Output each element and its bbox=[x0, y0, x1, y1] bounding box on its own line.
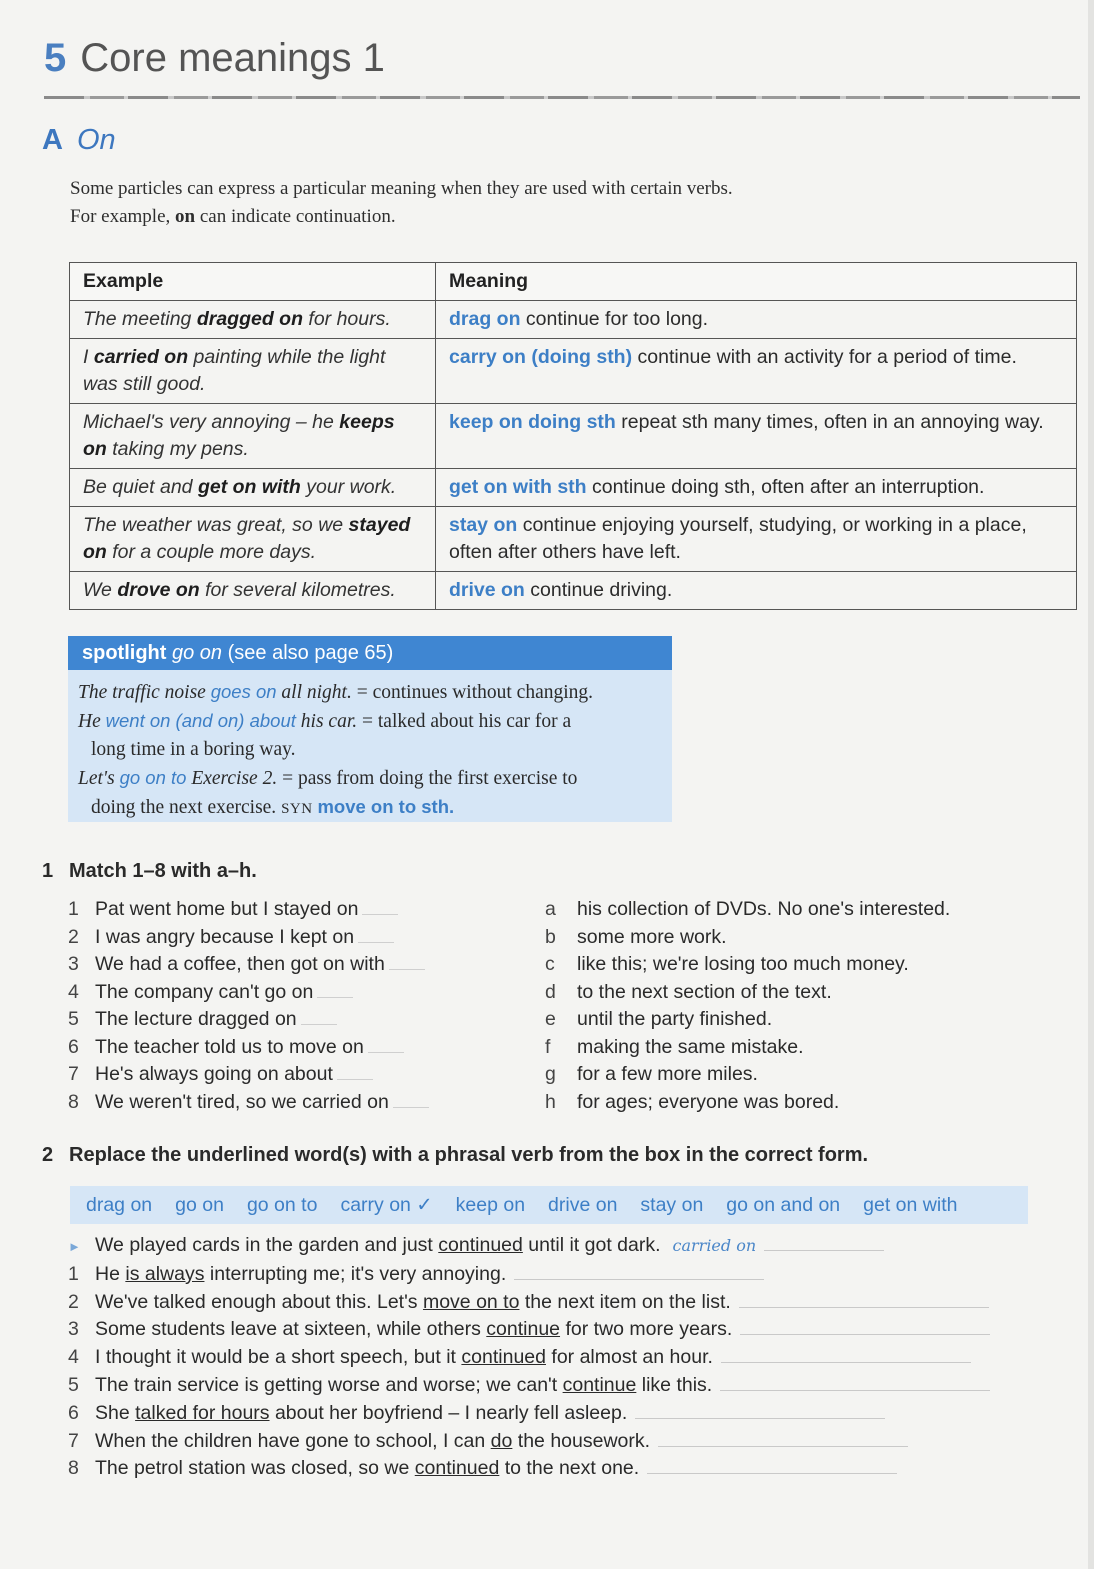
meaning-phrasal-verb: get on with sth bbox=[449, 476, 587, 498]
spotlight-topic: go on bbox=[172, 642, 223, 664]
example-item bbox=[68, 1232, 1068, 1261]
spotlight-body bbox=[68, 670, 672, 823]
word-box-item: go on and on bbox=[726, 1193, 841, 1216]
match-answers-list bbox=[545, 896, 1045, 1116]
answer-text: his collection of DVDs. No one's interested. bbox=[577, 898, 951, 920]
answer-blank[interactable] bbox=[389, 951, 425, 970]
answer-blank[interactable] bbox=[393, 1089, 429, 1108]
list-item bbox=[68, 1400, 1068, 1428]
example-text: Michael's very annoying – he bbox=[83, 411, 340, 433]
s3-b: Exercise 2. bbox=[186, 768, 278, 789]
item-text: We've talked enough about this. Let's bbox=[95, 1290, 423, 1313]
list-item bbox=[68, 1372, 1068, 1400]
example-text: taking my pens. bbox=[106, 438, 249, 460]
underlined-words: move on to bbox=[422, 1290, 520, 1313]
answer-letter: b bbox=[545, 925, 556, 948]
section-letter: A bbox=[42, 124, 63, 156]
item-number: 3 bbox=[68, 953, 79, 975]
answer-text: to the next section of the text. bbox=[577, 980, 832, 1003]
example-text-a: We played cards in the garden and just bbox=[95, 1234, 439, 1256]
exercise-2-title bbox=[42, 1144, 868, 1167]
item-text: The lecture dragged on bbox=[95, 1008, 297, 1030]
unit-title bbox=[44, 36, 385, 81]
meaning-cell bbox=[436, 572, 1077, 610]
table-row bbox=[70, 507, 1077, 572]
list-item bbox=[68, 979, 508, 1007]
list-item bbox=[545, 979, 1045, 1007]
list-item bbox=[545, 1006, 1045, 1034]
example-text: The meeting bbox=[83, 308, 197, 330]
list-item bbox=[545, 924, 1045, 952]
table-row bbox=[70, 301, 1077, 339]
underlined-words: continue bbox=[562, 1373, 637, 1396]
answer-line[interactable] bbox=[514, 1261, 764, 1280]
example-arrow-icon: ► bbox=[68, 1239, 81, 1254]
spotlight-sentence-2-cont: long time in a boring way. bbox=[91, 739, 296, 760]
answer-letter: h bbox=[545, 1090, 556, 1113]
intro-keyword: on bbox=[175, 206, 196, 227]
header-meaning: Meaning bbox=[436, 263, 1077, 301]
s3-cont: doing the next exercise. bbox=[91, 797, 282, 818]
underlined-words: continued bbox=[414, 1457, 500, 1480]
word-box-item: keep on bbox=[455, 1193, 526, 1216]
underlined-words: do bbox=[490, 1429, 513, 1452]
item-text: He's always going on about bbox=[95, 1063, 333, 1085]
meaning-cell bbox=[436, 301, 1077, 339]
example-cell bbox=[70, 339, 436, 404]
example-text: Be quiet and bbox=[83, 476, 198, 498]
answer-line[interactable] bbox=[740, 1316, 990, 1335]
item-text: The teacher told us to move on bbox=[95, 1035, 364, 1058]
answer-blank[interactable] bbox=[368, 1034, 404, 1053]
list-item bbox=[545, 951, 1045, 979]
table-row bbox=[70, 469, 1077, 507]
page-edge bbox=[1088, 0, 1094, 1569]
item-number: 4 bbox=[68, 980, 79, 1003]
item-number: 1 bbox=[68, 1262, 79, 1285]
answer-text: until the party finished. bbox=[577, 1008, 773, 1030]
s2-b: his car. bbox=[295, 711, 358, 732]
answer-text: making the same mistake. bbox=[577, 1035, 804, 1058]
item-number: 1 bbox=[68, 898, 79, 920]
unit-number: 5 bbox=[44, 36, 67, 80]
word-box-item: carry on ✓ bbox=[340, 1194, 433, 1216]
word-box-item: drag on bbox=[86, 1193, 153, 1216]
exercise-2-instruction: Replace the underlined word(s) with a phrasal verb from the box in the correct form. bbox=[69, 1144, 869, 1166]
example-text-b: until it got dark. bbox=[522, 1234, 661, 1256]
meaning-phrasal-verb: carry on (doing sth) bbox=[449, 346, 633, 368]
exercise-2-number: 2 bbox=[42, 1144, 54, 1166]
answer-letter: a bbox=[545, 898, 556, 920]
answer-line[interactable] bbox=[635, 1400, 885, 1419]
underlined-words: continue bbox=[486, 1318, 561, 1341]
answer-text: for ages; everyone was bored. bbox=[577, 1090, 840, 1113]
answer-letter: g bbox=[545, 1063, 556, 1085]
list-item bbox=[68, 1316, 1068, 1344]
intro-line-2 bbox=[70, 203, 970, 231]
example-answer: carried on bbox=[672, 1236, 757, 1255]
list-item bbox=[68, 1034, 508, 1062]
meaning-phrasal-verb: stay on bbox=[449, 514, 518, 536]
list-item bbox=[68, 951, 508, 979]
word-box-item: go on to bbox=[246, 1193, 318, 1216]
item-number: 7 bbox=[68, 1063, 79, 1085]
item-number: 2 bbox=[68, 1290, 79, 1313]
spotlight-sentence-3 bbox=[78, 764, 662, 793]
meaning-phrasal-verb: drive on bbox=[449, 579, 525, 601]
s1-a: The traffic noise bbox=[78, 682, 211, 703]
example-text: for several kilometres. bbox=[199, 579, 396, 601]
list-item bbox=[68, 1261, 1068, 1289]
example-text: for hours. bbox=[302, 308, 391, 330]
example-text: your work. bbox=[300, 476, 397, 498]
s1-phrasal-verb: goes on bbox=[210, 681, 277, 702]
list-item bbox=[68, 924, 508, 952]
underlined-words: continued bbox=[461, 1346, 546, 1369]
spotlight-sentence-2 bbox=[78, 707, 662, 736]
meaning-text: continue enjoying yourself, studying, or working in a place, often after others have left. bbox=[449, 514, 1027, 563]
item-text: for two more years. bbox=[560, 1318, 733, 1341]
list-item bbox=[68, 1089, 508, 1117]
intro-line-1: Some particles can express a particular meaning when they are used with certain verbs. bbox=[70, 178, 733, 199]
underlined-words: talked for hours bbox=[135, 1401, 270, 1424]
section-name: On bbox=[76, 124, 116, 156]
example-phrasal-verb: dragged on bbox=[196, 308, 303, 330]
example-phrasal-verb: keeps on bbox=[83, 411, 395, 460]
list-item bbox=[68, 1344, 1068, 1372]
item-text: about her boyfriend – I nearly fell asleep. bbox=[269, 1401, 628, 1424]
example-phrasal-verb: drove on bbox=[117, 579, 200, 601]
item-text: She bbox=[95, 1401, 136, 1424]
answer-line[interactable] bbox=[720, 1372, 990, 1391]
spotlight-sentence-1 bbox=[78, 678, 662, 707]
item-text: When the children have gone to school, I can bbox=[95, 1429, 491, 1452]
item-number: 2 bbox=[68, 925, 79, 948]
item-text: The petrol station was closed, so we bbox=[95, 1457, 415, 1480]
item-number: 8 bbox=[68, 1090, 79, 1113]
example-phrasal-verb: get on with bbox=[197, 476, 301, 498]
answer-line[interactable] bbox=[721, 1344, 971, 1363]
list-item bbox=[68, 1061, 508, 1089]
intro-line-2-pre: For example, bbox=[70, 206, 176, 227]
item-number: 6 bbox=[68, 1401, 79, 1424]
example-phrasal-verb: carried on bbox=[93, 346, 189, 368]
item-text: The company can't go on bbox=[95, 980, 314, 1003]
s2-definition: = talked about his car for a bbox=[357, 711, 572, 732]
answer-blank[interactable] bbox=[301, 1006, 337, 1025]
list-item bbox=[68, 1455, 1068, 1483]
answer-blank[interactable] bbox=[362, 896, 398, 915]
header-example: Example bbox=[70, 263, 436, 301]
section-heading bbox=[42, 124, 116, 157]
example-text: painting while the light was still good. bbox=[83, 346, 386, 395]
synonym-label: SYN bbox=[281, 801, 313, 817]
item-text: Some students leave at sixteen, while others bbox=[95, 1318, 487, 1341]
list-item bbox=[68, 896, 508, 924]
item-text: He bbox=[95, 1262, 126, 1285]
synonym-phrasal-verb: move on to sth. bbox=[317, 796, 455, 817]
answer-line bbox=[764, 1232, 884, 1251]
item-text: interrupting me; it's very annoying. bbox=[204, 1262, 507, 1285]
meaning-text: continue with an activity for a period of time. bbox=[632, 346, 1017, 368]
meaning-cell bbox=[436, 339, 1077, 404]
unit-title-text: Core meanings 1 bbox=[80, 36, 385, 80]
answer-letter: d bbox=[545, 980, 556, 1003]
s3-a: Let's bbox=[78, 768, 120, 789]
item-text: The train service is getting worse and worse; we can't bbox=[95, 1373, 563, 1396]
example-text: for a couple more days. bbox=[106, 541, 317, 563]
spotlight-ref: (see also page 65) bbox=[222, 642, 394, 664]
match-items-list bbox=[68, 896, 508, 1116]
list-item bbox=[545, 1089, 1045, 1117]
example-text: The weather was great, so we bbox=[83, 514, 349, 536]
intro-line-2-post: can indicate continuation. bbox=[195, 206, 396, 227]
answer-line[interactable] bbox=[658, 1428, 908, 1447]
meanings-table bbox=[69, 262, 1077, 610]
intro-text bbox=[70, 175, 970, 231]
replace-items-list bbox=[68, 1232, 1068, 1483]
meaning-text: continue driving. bbox=[524, 579, 673, 601]
item-text: I thought it would be a short speech, but it bbox=[95, 1346, 462, 1369]
exercise-1-number: 1 bbox=[42, 860, 54, 882]
table-row bbox=[70, 404, 1077, 469]
title-rule bbox=[44, 96, 1080, 99]
s1-b: all night. bbox=[276, 682, 352, 703]
spotlight-box bbox=[68, 636, 672, 822]
answer-text: for a few more miles. bbox=[577, 1063, 758, 1085]
list-item bbox=[545, 1061, 1045, 1089]
item-number: 7 bbox=[68, 1429, 79, 1452]
example-cell bbox=[70, 301, 436, 339]
word-box-item: drive on bbox=[548, 1193, 618, 1216]
exercise-1-instruction: Match 1–8 with a–h. bbox=[69, 860, 257, 882]
example-cell bbox=[70, 469, 436, 507]
list-item bbox=[545, 896, 1045, 924]
answer-text: some more work. bbox=[577, 925, 727, 948]
word-box-item: get on with bbox=[863, 1193, 958, 1216]
item-text: the housework. bbox=[512, 1429, 651, 1452]
item-text: Pat went home but I stayed on bbox=[95, 898, 359, 920]
example-underlined: continued bbox=[438, 1234, 523, 1256]
meaning-text: continue doing sth, often after an interruption. bbox=[586, 476, 985, 498]
list-item bbox=[68, 1428, 1068, 1456]
meaning-phrasal-verb: keep on doing sth bbox=[449, 411, 616, 433]
meaning-text: continue for too long. bbox=[520, 308, 709, 330]
list-item bbox=[68, 1006, 508, 1034]
answer-line[interactable] bbox=[647, 1455, 897, 1474]
list-item bbox=[68, 1289, 1068, 1317]
list-item bbox=[545, 1034, 1045, 1062]
table-header-row bbox=[70, 263, 1077, 301]
s3-phrasal-verb: go on to bbox=[119, 767, 187, 788]
meaning-cell bbox=[436, 507, 1077, 572]
example-cell bbox=[70, 572, 436, 610]
table-row bbox=[70, 339, 1077, 404]
answer-blank[interactable] bbox=[317, 979, 353, 998]
word-box-item: stay on bbox=[640, 1193, 704, 1216]
exercise-1-title bbox=[42, 860, 257, 883]
answer-letter: e bbox=[545, 1008, 556, 1030]
item-text: I was angry because I kept on bbox=[95, 925, 355, 948]
underlined-words: is always bbox=[125, 1262, 205, 1285]
item-text: the next item on the list. bbox=[519, 1290, 731, 1313]
item-text: for almost an hour. bbox=[545, 1346, 713, 1369]
word-box bbox=[70, 1186, 1028, 1224]
answer-text: like this; we're losing too much money. bbox=[577, 953, 909, 975]
item-text: to the next one. bbox=[499, 1457, 640, 1480]
item-text: We weren't tired, so we carried on bbox=[95, 1090, 389, 1113]
item-number: 3 bbox=[68, 1318, 79, 1341]
table-body bbox=[70, 301, 1077, 610]
meaning-cell bbox=[436, 469, 1077, 507]
item-number: 4 bbox=[68, 1346, 79, 1369]
answer-letter: f bbox=[545, 1035, 551, 1058]
table-row bbox=[70, 572, 1077, 610]
example-text: I bbox=[83, 346, 94, 368]
s1-definition: = continues without changing. bbox=[351, 682, 594, 703]
item-number: 8 bbox=[68, 1457, 79, 1480]
example-text: We bbox=[83, 579, 118, 601]
meaning-phrasal-verb: drag on bbox=[449, 308, 521, 330]
item-text: like this. bbox=[636, 1373, 713, 1396]
spotlight-header bbox=[68, 636, 672, 670]
answer-blank[interactable] bbox=[337, 1061, 373, 1080]
answer-letter: c bbox=[545, 953, 555, 975]
answer-blank[interactable] bbox=[358, 924, 394, 943]
s2-phrasal-verb: went on (and on) about bbox=[105, 710, 296, 731]
s3-definition: = pass from doing the first exercise to bbox=[277, 768, 578, 789]
spotlight-label: spotlight bbox=[82, 642, 167, 664]
example-phrasal-verb: stayed on bbox=[83, 514, 411, 563]
example-cell bbox=[70, 404, 436, 469]
answer-line[interactable] bbox=[739, 1289, 989, 1308]
s2-a: He bbox=[78, 711, 106, 732]
item-number: 6 bbox=[68, 1035, 79, 1058]
item-number: 5 bbox=[68, 1373, 79, 1396]
item-text: We had a coffee, then got on with bbox=[95, 953, 385, 975]
meaning-cell bbox=[436, 404, 1077, 469]
meaning-text: repeat sth many times, often in an annoying way. bbox=[615, 411, 1044, 433]
example-cell bbox=[70, 507, 436, 572]
spotlight-sentence-3-cont bbox=[78, 793, 662, 823]
item-number: 5 bbox=[68, 1008, 79, 1030]
word-box-item: go on bbox=[175, 1193, 224, 1216]
